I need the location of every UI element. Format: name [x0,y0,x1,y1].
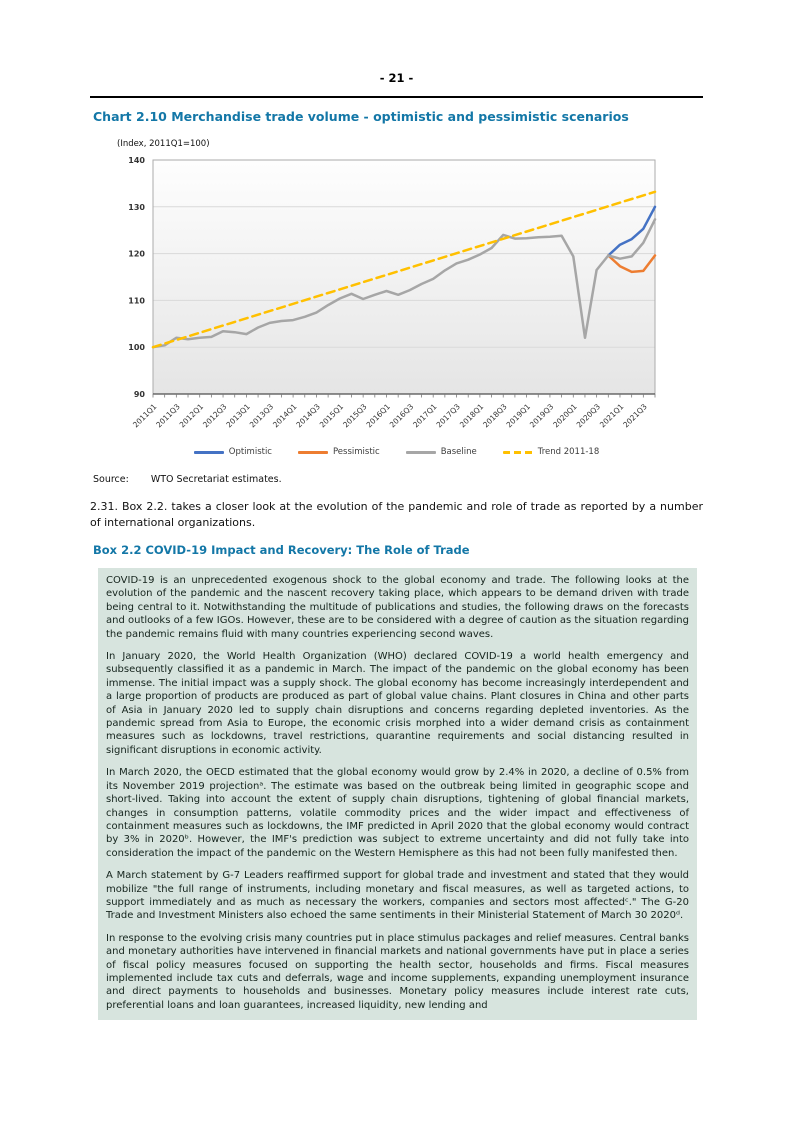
x-tick-label: 2011Q3 [154,402,182,430]
x-tick-label: 2013Q3 [247,402,276,430]
legend-label: Trend 2011-18 [537,447,600,457]
x-tick-label: 2019Q1 [504,402,532,430]
x-tick-label: 2018Q3 [481,402,509,430]
source-label: Source: [93,474,129,485]
legend-item-optimistic [194,447,272,457]
x-tick-label: 2017Q3 [434,402,462,430]
y-tick-label: 110 [128,296,145,306]
y-tick-label: 100 [128,343,145,353]
x-tick-label: 2015Q3 [341,402,369,430]
box-paragraph: In January 2020, the World Health Organization (WHO) declared COVID-19 a world health emergency and subsequently classified it as a pandemic in March. The impact of the pandemic on the global economy has been immense. The initial impact was a supply shock. The global economy has become increasingly interdependent and a large proportion of products are produced as part of global value chains. Plant closures in China and other parts of Asia in January 2020 led to supply chain disruptions and concerns regarding depleted inventories. As the pandemic spread from Asia to Europe, the economic crisis morphed into a wider demand crisis as containment measures such as lockdowns, travel restrictions, quarantine requirements and social distancing resulted in significant disruptions in economic activity. [106,651,689,756]
legend-label: Optimistic [228,447,272,457]
header-rule [90,96,703,98]
page-number: - 21 - [379,71,414,85]
x-tick-label: 2013Q1 [224,402,252,430]
x-tick-label: 2014Q3 [294,402,322,430]
x-tick-label: 2016Q3 [387,402,416,430]
legend-item-pessimistic [298,447,380,457]
y-tick-label: 130 [128,202,145,212]
box-paragraph: In response to the evolving crisis many countries put in place stimulus packages and relief measures. Central banks and monetary authorities have intervened in financial markets and national governments have put in place a series of fiscal policy measures focused on supporting the health sector, households and firms. Fiscal measures implemented include tax cuts and deferrals, wage and income supplements, expanding unemployment insurance and direct payments to households and businesses. Monetary policy measures include interest rate cuts, preferential loans and loan guarantees, increased liquidity, new lending and [106,932,689,1011]
trade-volume-chart [90,154,703,444]
box-paragraph: COVID-19 is an unprecedented exogenous shock to the global economy and trade. The following looks at the evolution of the pandemic and the nascent recovery taking place, which appears to be demand driven with trade being central to it. Notwithstanding the multitude of publications and studies, the following draws on the forecasts and outlooks of a few IGOs. However, these are to be considered with a degree of caution as the situation regarding the pandemic remains fluid with many countries experiencing second waves. [106,575,689,640]
box-paragraph: In March 2020, the OECD estimated that the global economy would grow by 2.4% in 2020, a decline of 0.5% from its November 2019 projectionᵃ. The estimate was based on the outbreak being limited in geographic scope and short-lived. Taking into account the extent of supply chain disruptions, tightening of global financial markets, changes in consumption patterns, volatile commodity prices and the wider impact and effectiveness of containment measures such as lockdowns, the IMF predicted in April 2020 that the global economy would contract by 3% in 2020ᵇ. However, the IMF's prediction was subject to extreme uncertainty and did not fully take into consideration the impact of the pandemic on the Western Hemisphere as this had not been fully manifested then. [106,767,689,859]
chart-canvas [90,154,703,444]
optimistic-line-swatch [194,451,224,454]
x-tick-label: 2015Q1 [317,402,346,430]
x-tick-label: 2020Q3 [574,402,603,430]
y-tick-label: 120 [128,249,145,259]
x-tick-label: 2016Q1 [364,402,392,430]
x-tick-label: 2012Q3 [201,402,229,430]
x-tick-label: 2018Q1 [457,402,486,430]
baseline-line-swatch [406,451,436,454]
legend-label: Baseline [440,447,477,457]
x-tick-label: 2021Q3 [621,402,649,430]
paragraph-2-31: 2.31. Box 2.2. takes a closer look at the evolution of the pandemic and role of trade as reported by a number of international organizations. [90,500,703,529]
box-paragraph: A March statement by G-7 Leaders reaffirmed support for global trade and investment and stated that they would mobilize "the full range of instruments, including monetary and fiscal measures, as well as targeted actions, to support immediately and as much as necessary the workers, companies and sectors most affectedᶜ." The G-20 Trade and Investment Ministers also echoed the same sentiments in their Ministerial Statement of March 30 2020ᵈ. [106,870,689,922]
x-tick-label: 2012Q1 [177,402,206,430]
y-tick-label: 140 [128,156,145,165]
x-tick-label: 2020Q1 [551,402,579,430]
x-tick-label: 2014Q1 [271,402,299,430]
x-tick-label: 2019Q3 [527,402,556,430]
legend-item-trend [503,447,599,457]
legend-item-baseline [406,447,477,457]
x-tick-label: 2021Q1 [597,402,626,430]
chart-title: Chart 2.10 Merchandise trade volume - optimistic and pessimistic scenarios [93,109,629,124]
chart-source [93,474,703,485]
y-tick-label: 90 [133,390,145,399]
chart-legend [90,447,703,457]
box-2-2-content [98,568,697,1020]
source-text: WTO Secretariat estimates. [150,474,282,485]
box-2-2-title: Box 2.2 COVID-19 Impact and Recovery: The Role of Trade [93,543,470,557]
x-tick-label: 2011Q1 [131,402,159,430]
pessimistic-line-swatch [298,451,328,454]
plot-area [153,160,655,394]
x-tick-label: 2017Q1 [411,402,439,430]
trend-dashed-swatch [503,451,533,454]
chart-subtitle: (Index, 2011Q1=100) [117,139,210,149]
legend-label: Pessimistic [332,447,380,457]
